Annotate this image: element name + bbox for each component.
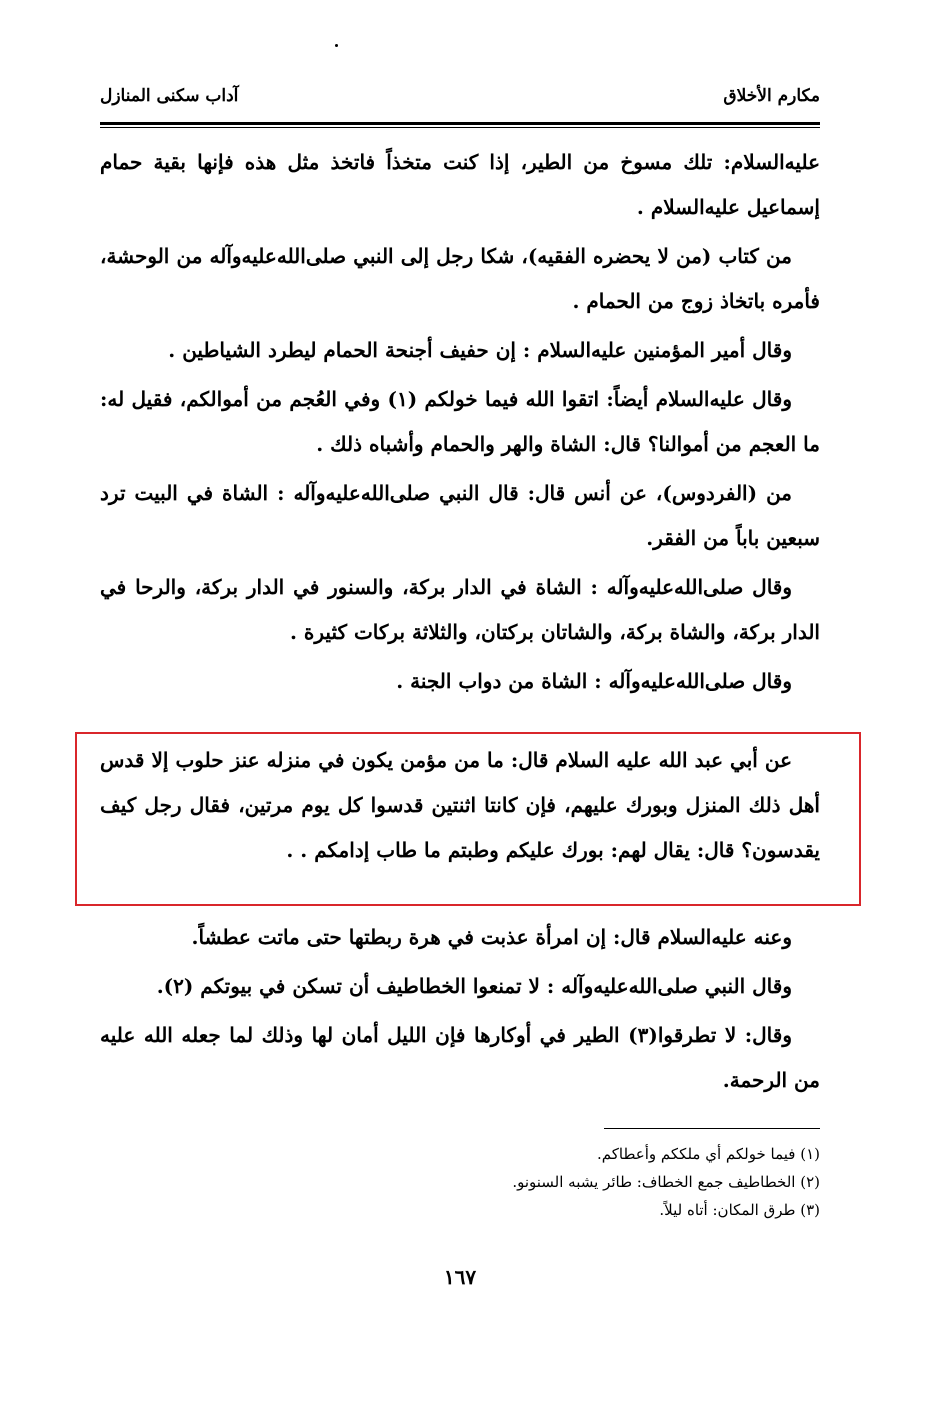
footnote: (٢) الخطاطيف جمع الخطاف: طائر يشبه السنونو. (512, 1173, 820, 1191)
footnote-rule (604, 1128, 820, 1129)
paragraph: وقال صلى‌الله‌عليه‌وآله : الشاة من دواب الجنة . (396, 669, 792, 693)
chapter-title: آداب سكنى المنازل (100, 86, 239, 106)
paragraph: عليه‌السلام: تلك مسوخ من الطير، إذا كنت متخذاً فاتخذ مثل هذه فإنها بقية حمام إسماعيل عليه‌السلام . (100, 150, 820, 219)
page-number: ١٦٧ (443, 1265, 477, 1289)
paragraph: وقال: لا تطرقوا(٣) الطير في أوكارها فإن الليل أمان لها وذلك لما جعله الله عليه من الرحمة. (100, 1023, 820, 1092)
footnote: (١) فيما خولكم أي ملككم وأعطاكم. (597, 1145, 820, 1163)
header-rule-thin (100, 127, 820, 128)
footnotes (300, 1140, 820, 1224)
paragraph: وقال أمير المؤمنين عليه‌السلام : إن حفيف أجنحة الحمام ليطرد الشياطين . (168, 338, 792, 362)
paragraph: من كتاب (من لا يحضره الفقيه)، شكا رجل إلى النبي صلى‌الله‌عليه‌وآله من الوحشة، فأمره باتخاذ زوج من الحمام . (100, 244, 820, 313)
main-text-after (100, 915, 820, 1107)
paragraph: وقال النبي صلى‌الله‌عليه‌وآله : لا تمنعوا الخطاطيف أن تسكن في بيوتكم (٢). (156, 974, 792, 998)
paragraph: وقال عليه‌السلام أيضاً: اتقوا الله فيما خولكم (١) وفي العُجم من أموالكم، فقيل له: ما العجم من أموالنا؟ قال: الشاة والهر والحمام وأشباه ذلك . (100, 387, 820, 456)
paragraph: وعنه عليه‌السلام قال: إن امرأة عذبت في هرة ربطتها حتى ماتت عطشاً. (191, 925, 792, 949)
paragraph: من (الفردوس)، عن أنس قال: قال النبي صلى‌الله‌عليه‌وآله : الشاة في البيت ترد سبعين باباً من الفقر. (100, 481, 820, 550)
header-rule-thick (100, 122, 820, 125)
book-title: مكارم الأخلاق (723, 86, 820, 106)
highlighted-paragraph: عن أبي عبد الله عليه السلام قال: ما من مؤمن يكون في منزله عنز حلوب إلا قدس أهل ذلك المنزل وبورك عليهم، فإن كانتا اثنتين قدسوا كل يوم مرتين، فقال رجل كيف يقدسون؟ قال: يقال لهم: بورك عليكم وطبتم ما طاب إدامكم . . (100, 748, 820, 862)
scan-speck (335, 44, 338, 47)
main-text-before (100, 140, 820, 708)
paragraph: وقال صلى‌الله‌عليه‌وآله : الشاة في الدار بركة، والسنور في الدار بركة، والرحا في الدار بركة، والشاة بركة، والشاتان بركتان، والثلاثة بركات كثيرة . (100, 575, 820, 644)
footnote: (٣) طرق المكان: أتاه ليلاً. (659, 1201, 820, 1219)
highlighted-text (100, 738, 820, 877)
running-header (100, 86, 820, 116)
